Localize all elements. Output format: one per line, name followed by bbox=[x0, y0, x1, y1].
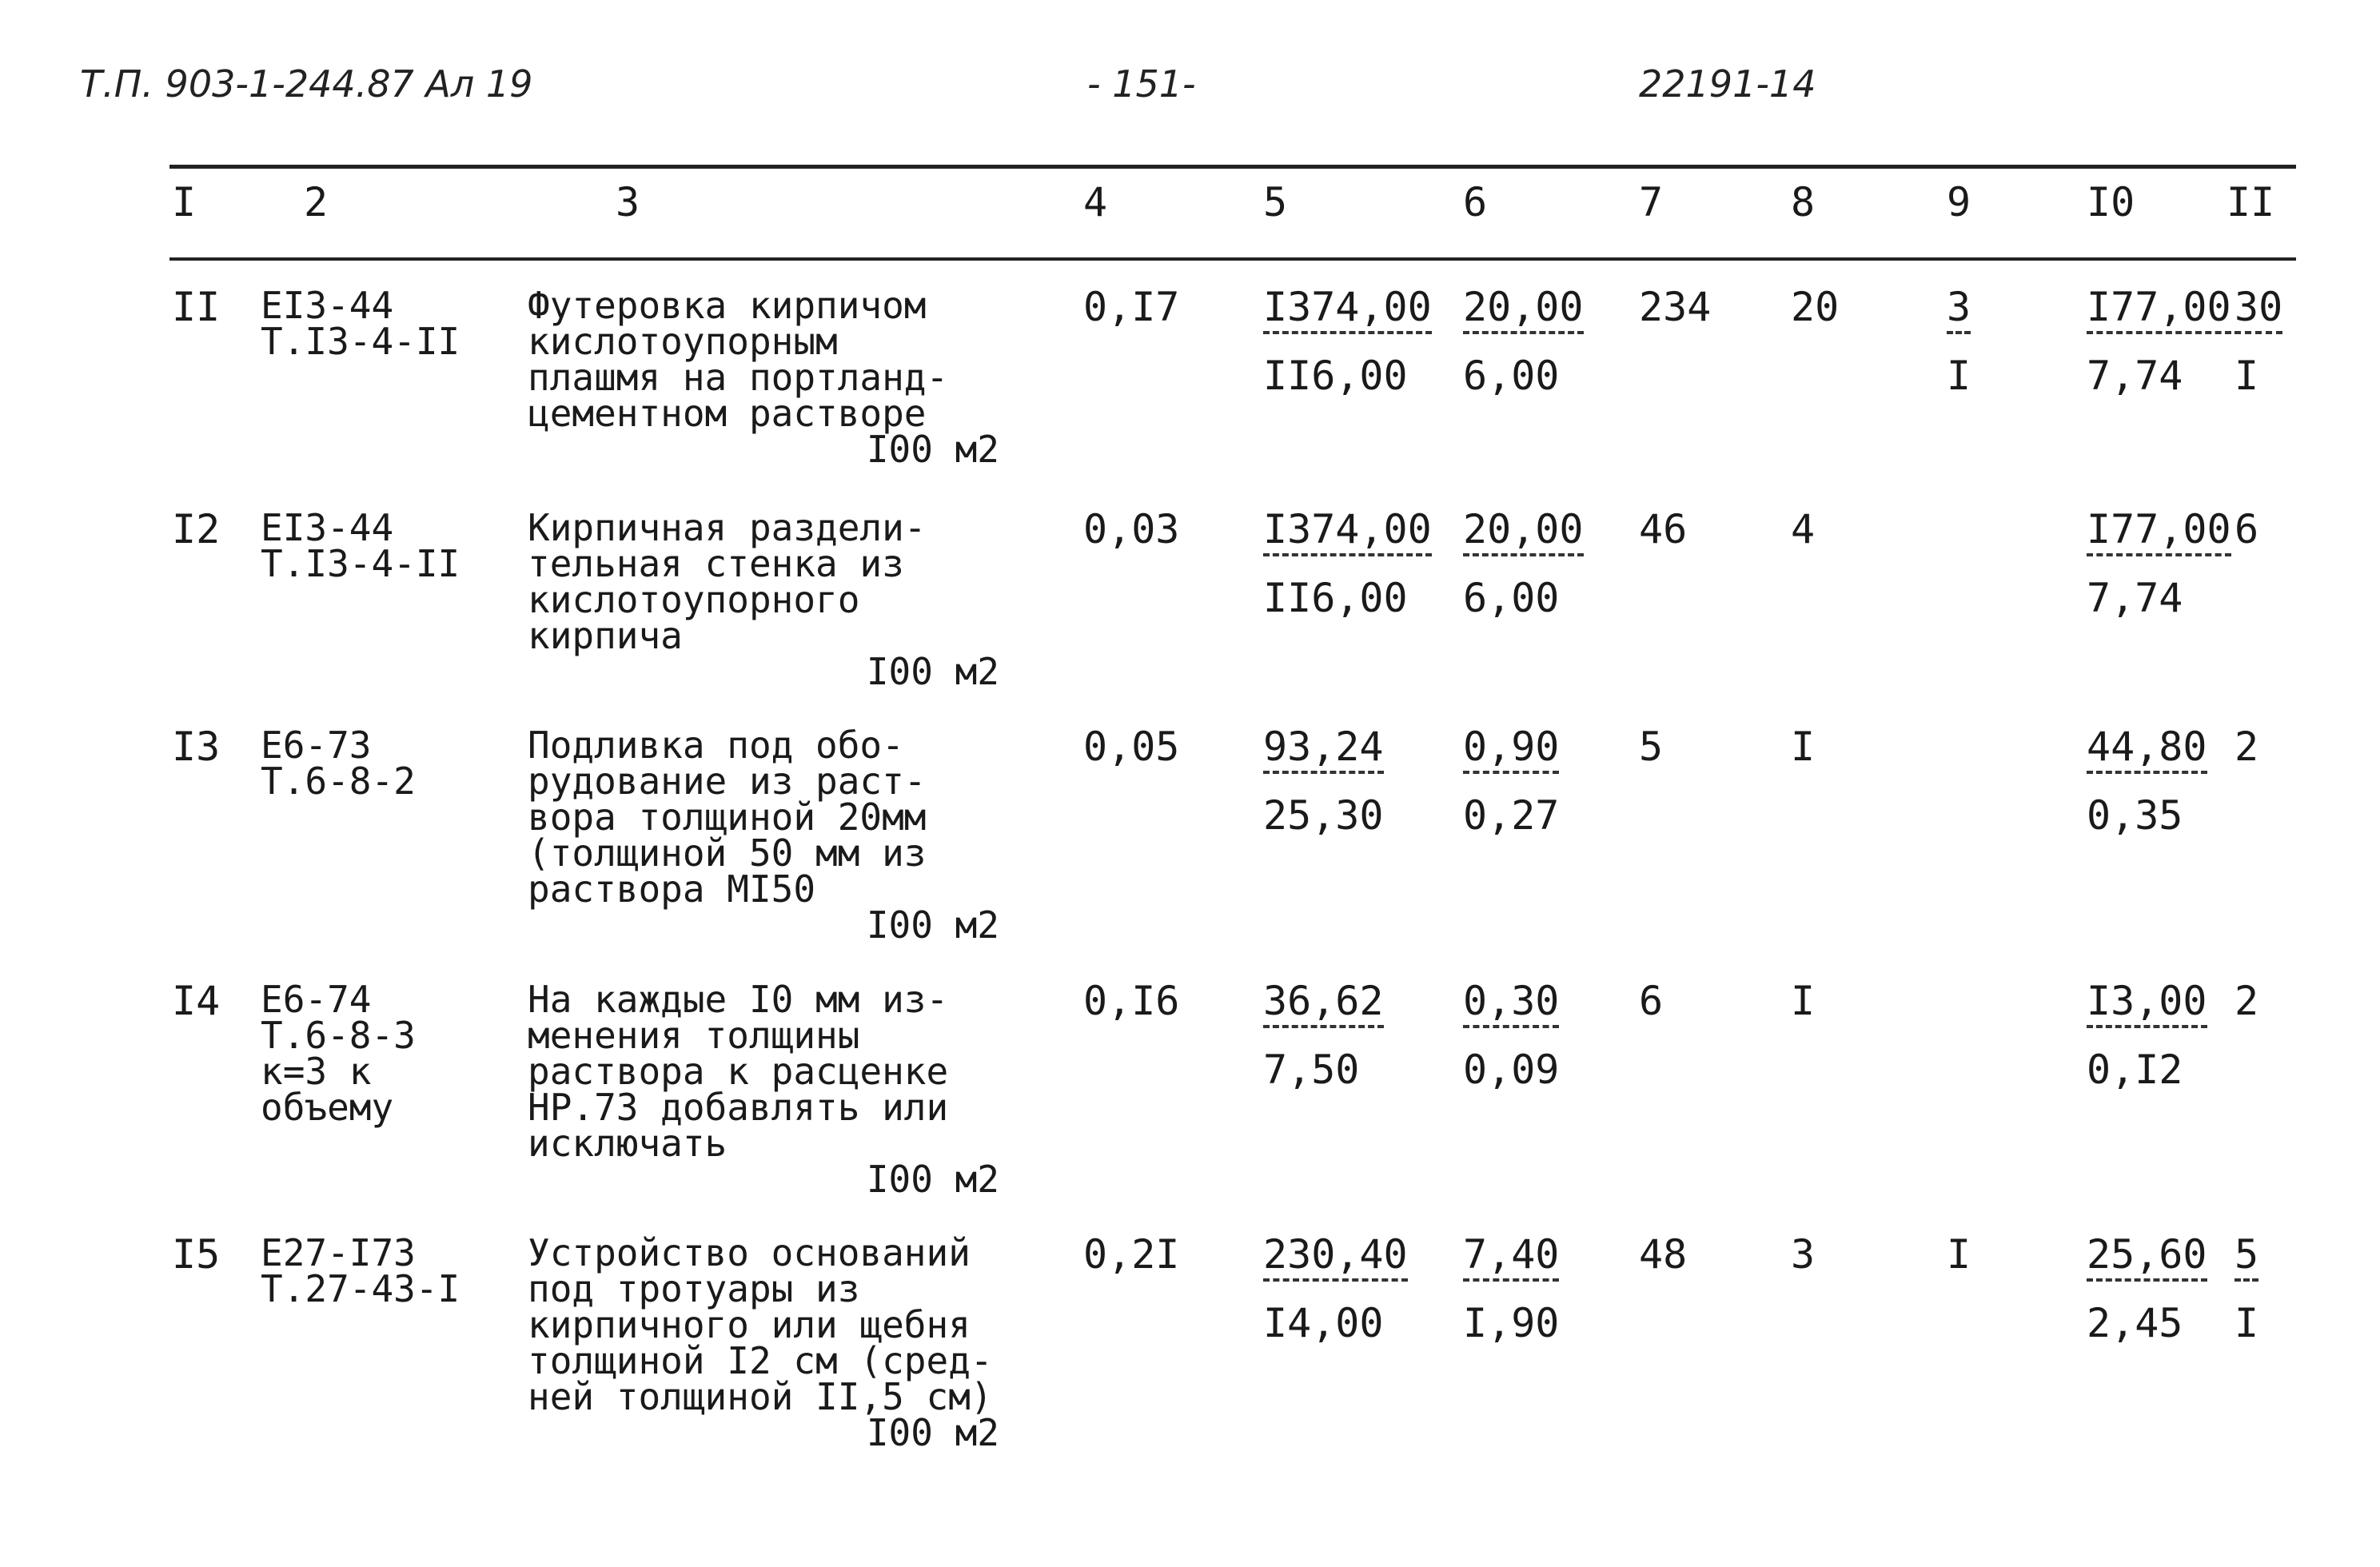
quantity-value: 0,2I bbox=[1083, 1231, 1180, 1278]
unit-cost bbox=[1263, 724, 1384, 839]
unit-wage-bottom: I,90 bbox=[1463, 1278, 1559, 1342]
document-number: 22191-14 bbox=[1639, 62, 1816, 106]
rate-code-line: к=3 к bbox=[261, 1050, 372, 1093]
quantity-value: 0,05 bbox=[1083, 724, 1180, 770]
measure-unit: I00 м2 bbox=[866, 428, 999, 471]
quantity-value: 0,03 bbox=[1083, 506, 1180, 552]
unit-cost-bottom: 7,50 bbox=[1263, 1025, 1384, 1089]
measure-unit: I00 м2 bbox=[866, 650, 999, 693]
work-description bbox=[528, 506, 1007, 693]
labor-total-bottom bbox=[2234, 1025, 2258, 1047]
description-line: (толщиной 50 мм из bbox=[528, 831, 927, 875]
total-cost: 46 bbox=[1639, 506, 1688, 552]
description-line: кирпича bbox=[528, 614, 683, 657]
rate-code-line: Т.I3-4-II bbox=[261, 542, 460, 585]
total-cost: 48 bbox=[1639, 1231, 1688, 1278]
rate-code bbox=[261, 978, 416, 1129]
labor-cost bbox=[2087, 978, 2207, 1093]
description-line: цементном растворе bbox=[528, 392, 927, 435]
total-cost: 234 bbox=[1639, 284, 1712, 330]
table-header-rule bbox=[169, 257, 2296, 261]
description-line: Кирпичная раздели- bbox=[528, 506, 927, 549]
rate-code bbox=[261, 284, 460, 363]
work-description bbox=[528, 284, 1007, 471]
column-header: I bbox=[172, 179, 197, 225]
column-header: 6 bbox=[1463, 179, 1488, 225]
unit-cost bbox=[1263, 1231, 1408, 1346]
quantity-value: 0,I6 bbox=[1083, 978, 1180, 1024]
column-header: 9 bbox=[1947, 179, 1971, 225]
labor-total-bottom bbox=[2234, 771, 2258, 793]
description-line: ней толщиной II,5 см) bbox=[528, 1375, 993, 1418]
measure-unit: I00 м2 bbox=[866, 1411, 999, 1454]
description-line: менения толщины bbox=[528, 1014, 860, 1057]
table-top-rule bbox=[169, 165, 2296, 169]
labor-total bbox=[2234, 1231, 2259, 1346]
description-line: рудование из раст- bbox=[528, 760, 927, 803]
labor-cost-bottom: 7,74 bbox=[2087, 553, 2231, 617]
unit-wage bbox=[1463, 284, 1584, 399]
description-line: под тротуары из bbox=[528, 1267, 860, 1310]
unit-wage-bottom: 0,09 bbox=[1463, 1025, 1559, 1089]
work-description bbox=[528, 1231, 1007, 1454]
description-line: плашмя на портланд- bbox=[528, 356, 949, 399]
unit-cost-top: I374,00 bbox=[1263, 284, 1432, 330]
rate-code-line: Т.6-8-3 bbox=[261, 1014, 416, 1057]
labor-total-top: 5 bbox=[2234, 1231, 2259, 1278]
description-line: НР.73 добавлять или bbox=[528, 1086, 949, 1129]
labor-cost-bottom: 2,45 bbox=[2087, 1278, 2207, 1342]
unit-wage bbox=[1463, 978, 1560, 1093]
rate-code bbox=[261, 724, 416, 803]
labor-cost bbox=[2087, 724, 2207, 839]
quantity-value: 0,I7 bbox=[1083, 284, 1180, 330]
unit-wage-bottom: 0,27 bbox=[1463, 771, 1559, 835]
labor-cost-top: 44,80 bbox=[2087, 724, 2207, 770]
row-position-number: II bbox=[172, 284, 221, 330]
labor-cost bbox=[2087, 284, 2231, 399]
machine-wage bbox=[1947, 1231, 1971, 1301]
unit-wage bbox=[1463, 724, 1560, 839]
column-header: 7 bbox=[1639, 179, 1664, 225]
labor-cost-top: I77,00 bbox=[2087, 284, 2231, 330]
description-line: кирпичного или щебня bbox=[528, 1303, 971, 1346]
measure-unit: I00 м2 bbox=[866, 1158, 999, 1201]
total-wage: 20 bbox=[1791, 284, 1840, 330]
total-wage: 4 bbox=[1791, 506, 1816, 552]
description-line: кислотоупорным bbox=[528, 320, 838, 363]
project-reference: Т.П. 903-1-244.87 Ал 19 bbox=[80, 62, 533, 106]
unit-cost-bottom: II6,00 bbox=[1263, 331, 1432, 395]
rate-code-line: объему bbox=[261, 1086, 394, 1129]
column-header: I0 bbox=[2087, 179, 2135, 225]
unit-wage-bottom: 6,00 bbox=[1463, 331, 1584, 395]
labor-total-bottom bbox=[2234, 553, 2258, 576]
unit-cost-top: 36,62 bbox=[1263, 978, 1384, 1024]
column-header: 2 bbox=[304, 179, 329, 225]
description-line: исключать bbox=[528, 1122, 728, 1165]
unit-wage-top: 0,30 bbox=[1463, 978, 1560, 1024]
row-position-number: I4 bbox=[172, 978, 221, 1024]
description-line: Футеровка кирпичом bbox=[528, 284, 927, 327]
machine-wage-bottom: I bbox=[1947, 331, 1971, 395]
description-line: толщиной I2 см (сред- bbox=[528, 1339, 993, 1382]
rate-code-line: EI3-44 bbox=[261, 284, 394, 327]
row-position-number: I3 bbox=[172, 724, 221, 770]
labor-cost-bottom: 0,35 bbox=[2087, 771, 2207, 835]
labor-cost bbox=[2087, 506, 2231, 621]
labor-cost-bottom: 0,I2 bbox=[2087, 1025, 2207, 1089]
column-header: 8 bbox=[1791, 179, 1816, 225]
column-header: 5 bbox=[1263, 179, 1288, 225]
labor-total-bottom: I bbox=[2234, 1278, 2258, 1342]
row-position-number: I2 bbox=[172, 506, 221, 552]
rate-code-line: Т.6-8-2 bbox=[261, 760, 416, 803]
labor-total bbox=[2234, 506, 2259, 576]
page-number: - 151- bbox=[1087, 62, 1196, 106]
total-wage: 3 bbox=[1791, 1231, 1816, 1278]
rate-code-line: Т.I3-4-II bbox=[261, 320, 460, 363]
work-description bbox=[528, 978, 1007, 1201]
description-line: На каждые I0 мм из- bbox=[528, 978, 949, 1021]
labor-total-top: 6 bbox=[2234, 506, 2259, 552]
unit-wage-top: 20,00 bbox=[1463, 506, 1584, 552]
labor-total-top: 2 bbox=[2234, 724, 2259, 770]
unit-cost bbox=[1263, 978, 1384, 1093]
total-cost: 5 bbox=[1639, 724, 1664, 770]
row-position-number: I5 bbox=[172, 1231, 221, 1278]
unit-cost bbox=[1263, 506, 1432, 621]
labor-total-top: 30 bbox=[2234, 284, 2283, 330]
description-line: тельная стенка из bbox=[528, 542, 904, 585]
unit-wage bbox=[1463, 506, 1584, 621]
machine-wage bbox=[1947, 284, 1971, 399]
description-line: вора толщиной 20мм bbox=[528, 795, 927, 839]
description-line: Подливка под обо- bbox=[528, 724, 904, 767]
unit-cost-top: I374,00 bbox=[1263, 506, 1432, 552]
work-description bbox=[528, 724, 1007, 947]
column-header: II bbox=[2227, 179, 2275, 225]
unit-cost-bottom: 25,30 bbox=[1263, 771, 1384, 835]
machine-wage-bottom bbox=[1947, 1278, 1971, 1301]
labor-total-bottom: I bbox=[2234, 331, 2282, 395]
labor-total bbox=[2234, 978, 2259, 1047]
labor-cost bbox=[2087, 1231, 2207, 1346]
total-wage: I bbox=[1791, 978, 1816, 1024]
unit-wage-bottom: 6,00 bbox=[1463, 553, 1584, 617]
rate-code-line: Е27-I73 bbox=[261, 1231, 416, 1274]
unit-wage bbox=[1463, 1231, 1560, 1346]
rate-code bbox=[261, 1231, 460, 1310]
rate-code-line: Т.27-43-I bbox=[261, 1267, 460, 1310]
unit-cost-top: 230,40 bbox=[1263, 1231, 1408, 1278]
labor-total-top: 2 bbox=[2234, 978, 2259, 1024]
column-header: 4 bbox=[1083, 179, 1108, 225]
total-cost: 6 bbox=[1639, 978, 1664, 1024]
labor-total bbox=[2234, 284, 2283, 399]
rate-code bbox=[261, 506, 460, 585]
labor-cost-top: 25,60 bbox=[2087, 1231, 2207, 1278]
unit-cost-top: 93,24 bbox=[1263, 724, 1384, 770]
unit-wage-top: 20,00 bbox=[1463, 284, 1584, 330]
labor-cost-top: I77,00 bbox=[2087, 506, 2231, 552]
machine-wage-top: 3 bbox=[1947, 284, 1971, 330]
unit-cost-bottom: I4,00 bbox=[1263, 1278, 1408, 1342]
labor-total bbox=[2234, 724, 2259, 793]
machine-wage-top: I bbox=[1947, 1231, 1971, 1278]
unit-wage-top: 0,90 bbox=[1463, 724, 1560, 770]
labor-cost-top: I3,00 bbox=[2087, 978, 2207, 1024]
rate-code-line: Е6-74 bbox=[261, 978, 372, 1021]
column-header: 3 bbox=[616, 179, 640, 225]
measure-unit: I00 м2 bbox=[866, 903, 999, 947]
unit-wage-top: 7,40 bbox=[1463, 1231, 1560, 1278]
unit-cost-bottom: II6,00 bbox=[1263, 553, 1432, 617]
rate-code-line: EI3-44 bbox=[261, 506, 394, 549]
rate-code-line: Е6-73 bbox=[261, 724, 372, 767]
description-line: кислотоупорного bbox=[528, 578, 860, 621]
description-line: раствора МI50 bbox=[528, 867, 816, 911]
description-line: раствора к расценке bbox=[528, 1050, 949, 1093]
description-line: Устройство оснований bbox=[528, 1231, 971, 1274]
total-wage: I bbox=[1791, 724, 1816, 770]
unit-cost bbox=[1263, 284, 1432, 399]
labor-cost-bottom: 7,74 bbox=[2087, 331, 2231, 395]
